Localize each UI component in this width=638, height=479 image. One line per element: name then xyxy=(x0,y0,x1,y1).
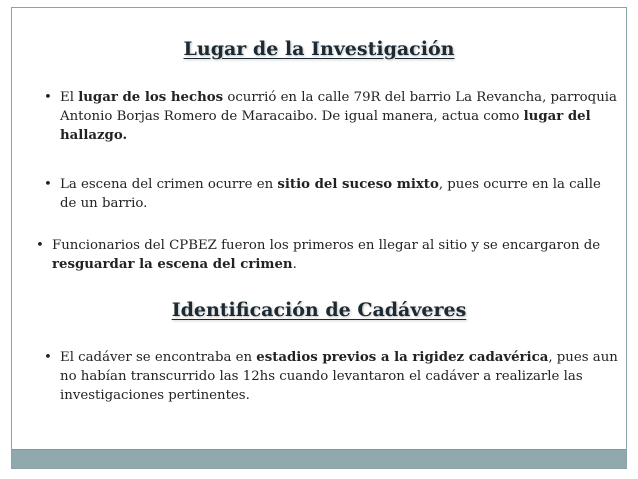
body-text: Funcionarios del CPBEZ fueron los primeros en llegar al sitio y se encargaron de xyxy=(52,238,601,253)
bullet-text xyxy=(60,350,618,403)
body-text: La escena del crimen ocurre en xyxy=(60,177,278,192)
body-text: . xyxy=(292,257,297,272)
footer-bar xyxy=(12,449,626,468)
bullet-dot: • xyxy=(44,90,52,105)
emphasis-text: estadios previos a la rigidez cadavérica xyxy=(256,350,549,365)
bullet-text xyxy=(52,238,600,272)
section-title-identification: Identificación de Cadáveres xyxy=(171,299,467,321)
emphasis-text: lugar del hallazgo. xyxy=(60,109,591,143)
body-text: , pues ocurre en la calle de un barrio. xyxy=(60,177,601,211)
body-text: El cadáver se encontraba en xyxy=(60,350,257,365)
bullet-text xyxy=(60,177,601,211)
body-text: El xyxy=(60,90,79,105)
emphasis-text: resguardar la escena del crimen xyxy=(52,257,293,272)
bullet-officers xyxy=(36,236,627,274)
slide xyxy=(11,7,627,469)
bullet-text xyxy=(60,90,617,143)
bullet-cadaver-state xyxy=(44,348,620,405)
bullet-dot: • xyxy=(44,350,52,365)
emphasis-text: lugar de los hechos xyxy=(78,90,224,105)
bullet-crime-location xyxy=(44,88,620,145)
body-text: ocurrió en la calle 79R del barrio La Revancha, parroquia Antonio Borjas Romero de Maracaibo. De igual manera, actua como xyxy=(60,90,617,124)
bullet-dot: • xyxy=(36,238,44,253)
body-text: , pues aun no habían transcurrido las 12hs cuando levantaron el cadáver a realizarle las investigaciones pertinentes. xyxy=(60,350,618,403)
section-title-investigation: Lugar de la Investigación xyxy=(183,38,455,60)
emphasis-text: sitio del suceso mixto xyxy=(277,177,439,192)
bullet-dot: • xyxy=(44,177,52,192)
bullet-crime-scene xyxy=(44,175,620,213)
